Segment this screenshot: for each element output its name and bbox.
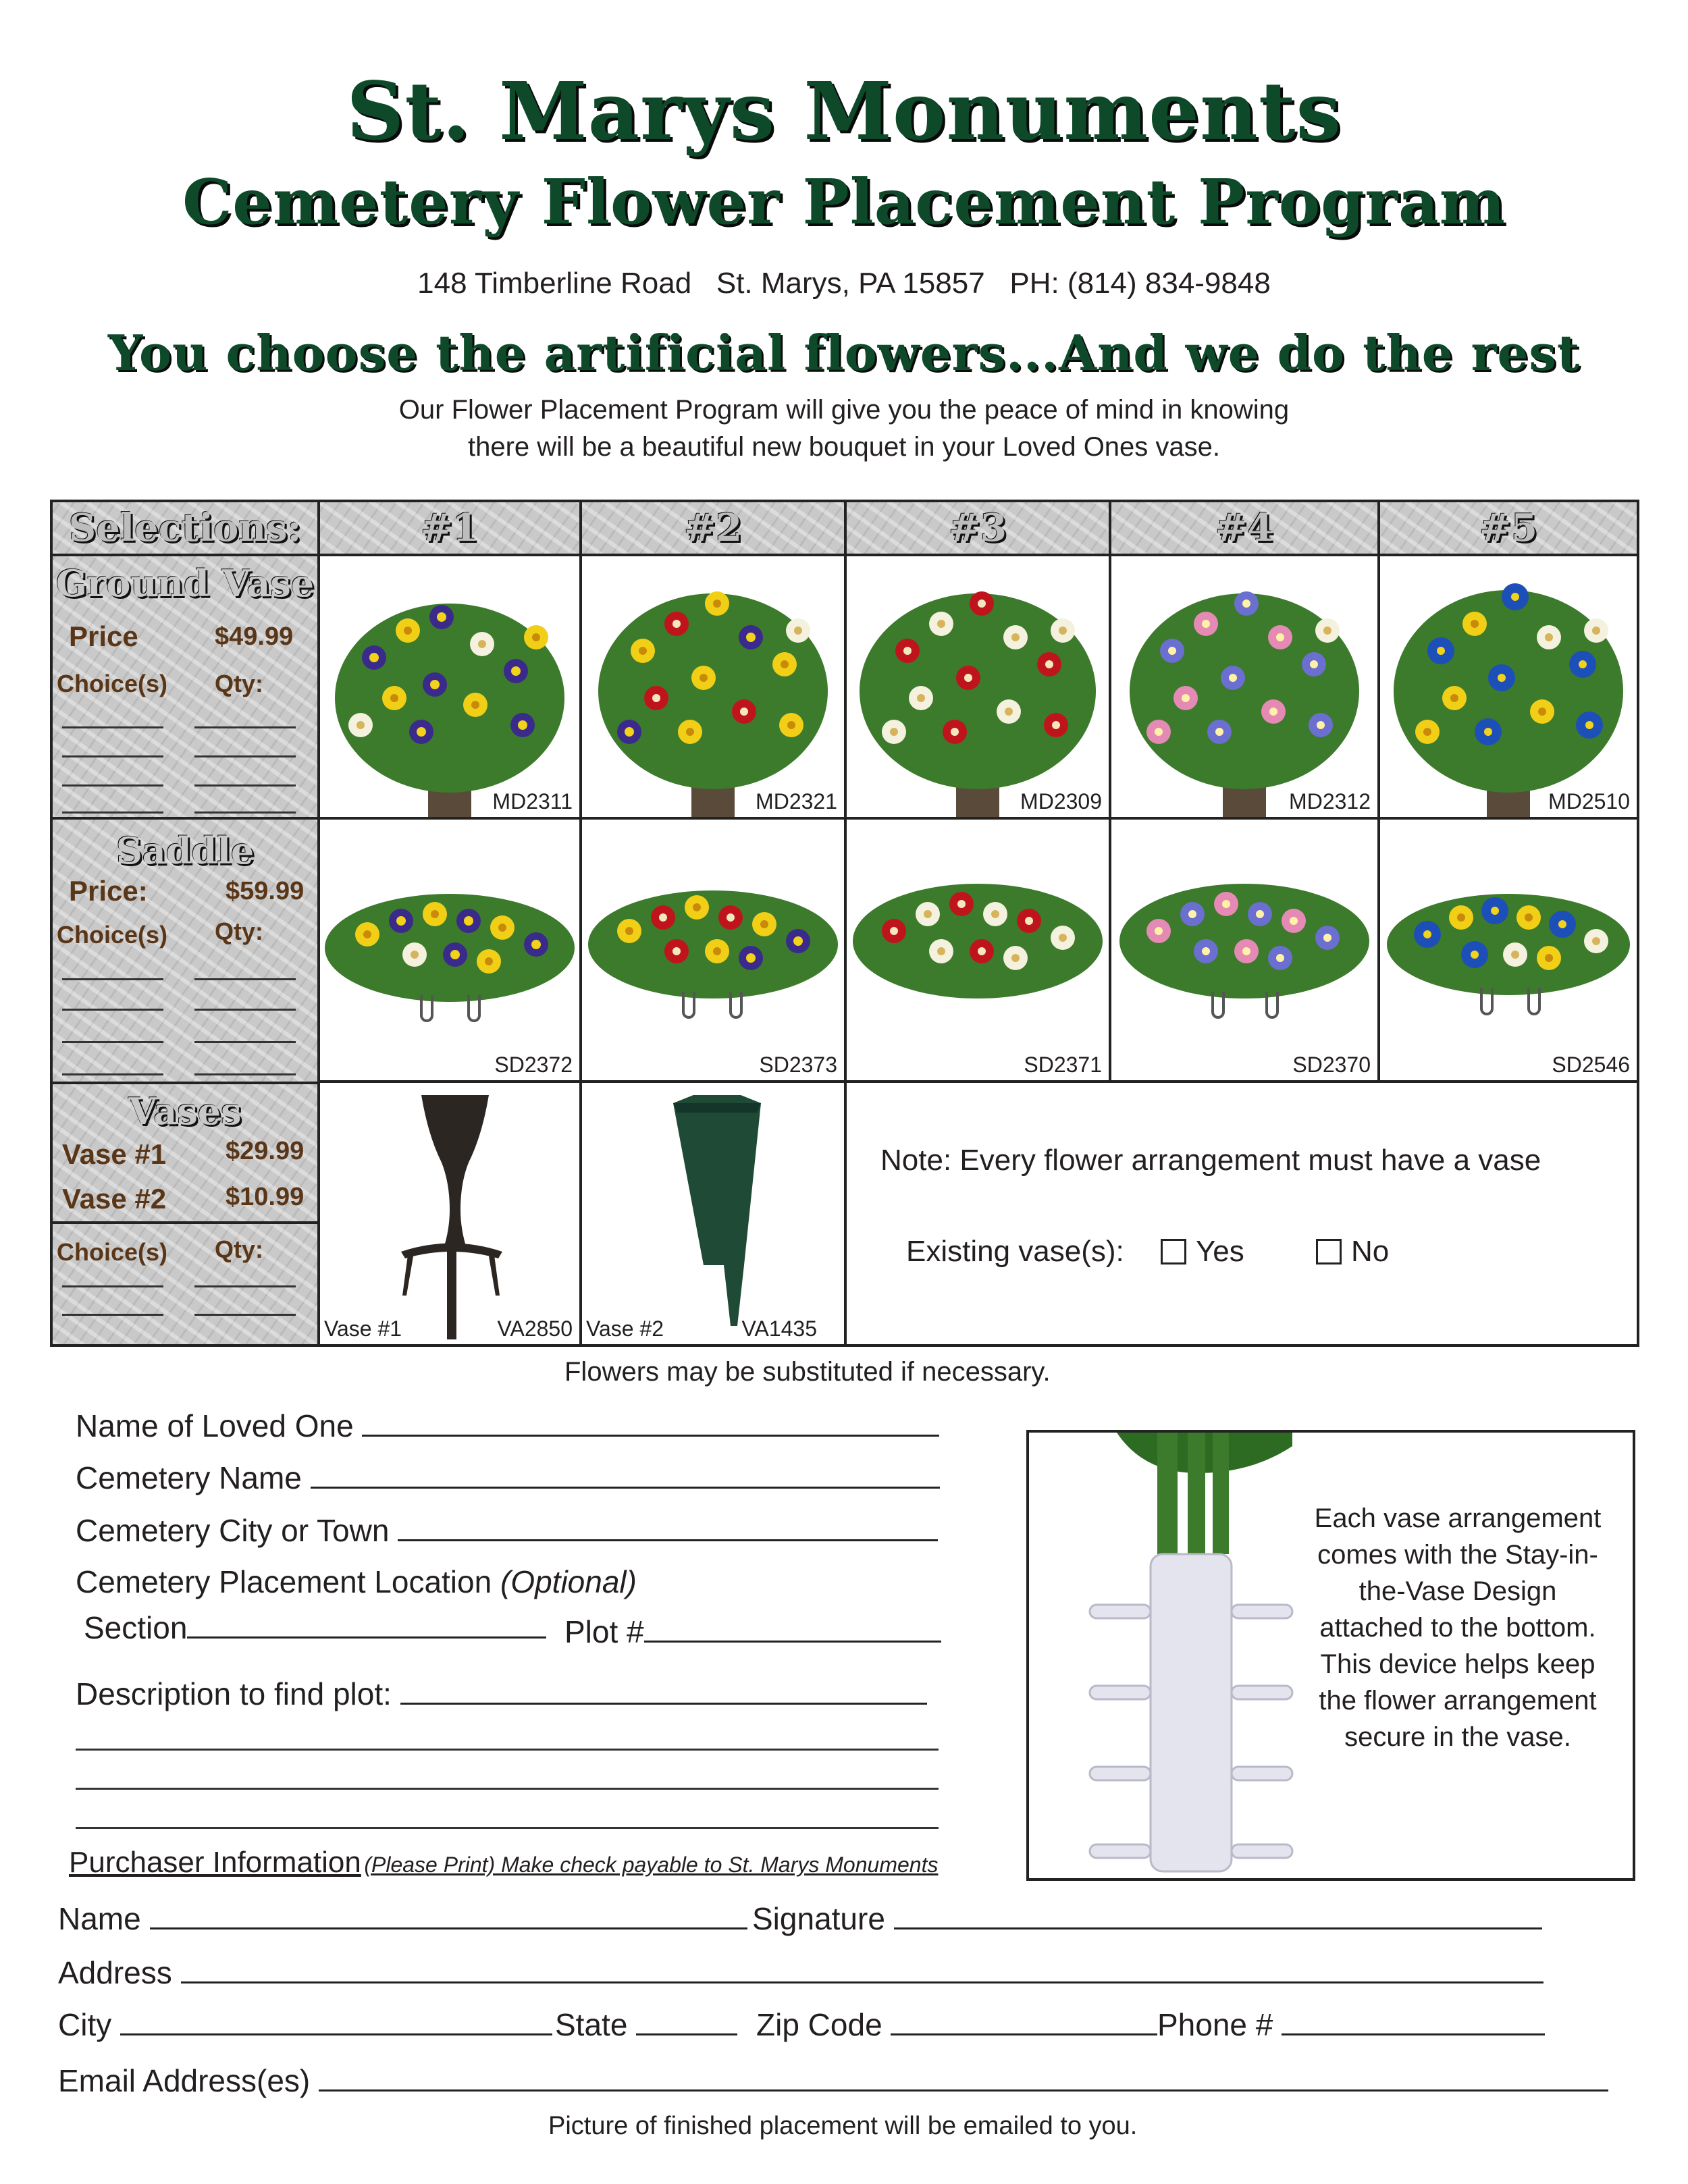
intro-line-1: Our Flower Placement Program will give you the peace of mind in knowing (398, 395, 1290, 425)
ground-vase-option-3[interactable] (847, 556, 1111, 820)
ground-vase-price: $49.99 (215, 622, 294, 651)
state-field[interactable] (555, 2006, 737, 2043)
plot-line[interactable] (644, 1614, 941, 1643)
ground-vase-code-1: MD2311 (492, 789, 573, 814)
saddle-bouquet-4-image (1111, 820, 1377, 1080)
phone-line[interactable] (1282, 2006, 1545, 2035)
saddle-bouquet-1-image (320, 820, 579, 1080)
left-label-column (53, 556, 320, 1344)
selection-table (50, 500, 1639, 1347)
purchaser-name-label: Name (58, 1901, 141, 1936)
purchaser-heading: Purchaser Information (69, 1846, 361, 1879)
saddle-option-2[interactable] (582, 820, 847, 1083)
ground-vase-bouquet-3-image (847, 556, 1109, 817)
placement-location-label: Cemetery Placement Location (76, 1564, 492, 1599)
loved-one-field[interactable] (76, 1408, 939, 1444)
column-5-header: #5 (1479, 506, 1537, 550)
vase-option-1[interactable] (320, 1083, 582, 1344)
ground-vase-code-2: MD2321 (756, 789, 837, 814)
stay-in-vase-box (1026, 1430, 1635, 1881)
saddle-code-2: SD2373 (759, 1053, 837, 1077)
purchaser-name-field[interactable] (58, 1900, 747, 1937)
state-line[interactable] (636, 2006, 737, 2035)
company-title: St. Marys Monuments (346, 64, 1342, 158)
saddle-bouquet-2-image (582, 820, 844, 1080)
email-line[interactable] (319, 2062, 1608, 2092)
vase-1-code: VA2850 (497, 1316, 573, 1341)
purchaser-name-line[interactable] (150, 1900, 747, 1929)
saddle-price: $59.99 (226, 877, 305, 905)
ground-vase-option-1[interactable] (320, 556, 582, 820)
ground-vase-code-5: MD2510 (1548, 789, 1630, 814)
state-label: State (555, 2007, 628, 2042)
existing-yes-option[interactable] (1161, 1235, 1244, 1269)
address-label: Address (58, 1955, 172, 1990)
ground-vase-code-4: MD2312 (1289, 789, 1371, 814)
ground-vase-bouquet-2-image (582, 556, 844, 817)
vase1-label: Vase #1 (62, 1138, 167, 1170)
loved-one-label: Name of Loved One (76, 1408, 354, 1443)
ground-vase-bouquet-1-image (320, 556, 579, 817)
saddle-title: Saddle (115, 829, 255, 872)
vases-qty-label: Qty: (215, 1235, 263, 1263)
selections-label: Selections: (53, 502, 320, 554)
address-field[interactable] (58, 1954, 1544, 1991)
saddle-option-3[interactable] (847, 820, 1111, 1083)
vases-title: Vases (128, 1090, 242, 1133)
saddle-bouquet-5-image (1380, 820, 1637, 1080)
saddle-code-4: SD2370 (1292, 1053, 1371, 1077)
city-label: City (58, 2007, 112, 2042)
cemetery-city-label: Cemetery City or Town (76, 1513, 390, 1548)
vase2-price: $10.99 (226, 1183, 305, 1211)
address-line[interactable] (181, 1954, 1544, 1983)
no-checkbox[interactable] (1316, 1239, 1342, 1264)
cemetery-name-line[interactable] (311, 1460, 940, 1489)
stay-in-vase-device-image (1063, 1433, 1306, 1878)
saddle-choice-label: Choice(s) (57, 921, 168, 949)
vase-1-image (320, 1083, 579, 1344)
city-line[interactable] (120, 2006, 552, 2035)
ground-vase-option-2[interactable] (582, 556, 847, 820)
vase-note-panel (847, 1083, 1637, 1344)
column-1-header: #1 (320, 502, 582, 554)
purchaser-note: (Please Print) Make check payable to St. Marys Monuments (364, 1853, 939, 1877)
no-label: No (1351, 1235, 1390, 1268)
vase-2-image (582, 1083, 844, 1344)
vase1-price: $29.99 (226, 1137, 305, 1165)
vase-2-code: VA1435 (741, 1316, 817, 1341)
optional-label: (Optional) (500, 1564, 637, 1599)
ground-vase-code-3: MD2309 (1020, 789, 1102, 814)
ground-vase-option-5[interactable] (1380, 556, 1637, 820)
vase-1-name: Vase #1 (324, 1316, 402, 1341)
footer-note: Picture of finished placement will be emailed to you. (548, 2112, 1138, 2140)
ground-vase-price-label: Price (69, 620, 138, 652)
vases-choice-label: Choice(s) (57, 1238, 168, 1266)
saddle-price-label: Price: (69, 875, 148, 907)
column-3-header: #3 (847, 502, 1111, 554)
ground-vase-option-4[interactable] (1111, 556, 1380, 820)
existing-no-option[interactable] (1316, 1235, 1389, 1269)
section-line[interactable] (187, 1609, 546, 1639)
saddle-option-4[interactable] (1111, 820, 1380, 1083)
description-line-3[interactable] (76, 1788, 939, 1790)
description-field[interactable] (76, 1676, 927, 1712)
saddle-option-1[interactable] (320, 820, 582, 1083)
ground-vase-bouquet-4-image (1111, 556, 1377, 817)
vase-2-name: Vase #2 (586, 1316, 664, 1341)
existing-vase-label: Existing vase(s): (906, 1235, 1124, 1268)
ground-vase-title: Ground Vase (55, 562, 315, 605)
yes-checkbox[interactable] (1161, 1239, 1186, 1264)
stay-in-vase-text: Each vase arrangement comes with the Stay-in-the-Vase Design attached to the bottom. This device helps keep the flower arrangement secure in the vase. (1314, 1503, 1602, 1752)
zip-label: Zip Code (756, 2007, 882, 2042)
ground-vase-bouquet-5-image (1380, 556, 1637, 817)
signature-line[interactable] (894, 1900, 1542, 1929)
zip-line[interactable] (891, 2006, 1157, 2035)
vase-option-2[interactable] (582, 1083, 847, 1344)
saddle-code-1: SD2372 (494, 1053, 573, 1077)
email-field[interactable] (58, 2062, 1608, 2099)
program-title: Cemetery Flower Placement Program (182, 165, 1506, 238)
ground-vase-choice-label: Choice(s) (57, 670, 168, 697)
substitute-note: Flowers may be substituted if necessary. (564, 1357, 1051, 1387)
description-line-4[interactable] (76, 1827, 939, 1829)
description-line-1[interactable] (400, 1676, 927, 1705)
plot-field[interactable] (564, 1614, 941, 1650)
plot-label: Plot # (564, 1614, 644, 1649)
column-4-header: #4 (1111, 502, 1380, 554)
signature-label: Signature (752, 1901, 885, 1936)
phone-field[interactable] (1157, 2006, 1545, 2043)
table-header-row (53, 502, 1637, 556)
ground-vase-qty-label: Qty: (215, 670, 263, 697)
section-label: Section (84, 1610, 188, 1645)
vase2-label: Vase #2 (62, 1183, 167, 1215)
email-label: Email Address(es) (58, 2063, 311, 2098)
cemetery-name-label: Cemetery Name (76, 1460, 302, 1495)
description-line-2[interactable] (76, 1749, 939, 1751)
saddle-bouquet-3-image (847, 820, 1109, 1080)
yes-label: Yes (1196, 1235, 1244, 1268)
description-label: Description to find plot: (76, 1676, 392, 1711)
saddle-code-5: SD2546 (1552, 1053, 1630, 1077)
column-2-header: #2 (582, 502, 847, 554)
vase-note: Note: Every flower arrangement must have a vase (880, 1144, 1541, 1177)
intro-line-2: there will be a beautiful new bouquet in your Loved Ones vase. (467, 432, 1221, 462)
saddle-qty-label: Qty: (215, 917, 263, 945)
zip-field[interactable] (756, 2006, 1157, 2043)
city-field[interactable] (58, 2006, 552, 2043)
cemetery-city-field[interactable] (76, 1512, 938, 1549)
company-address: 148 Timberline Road St. Marys, PA 15857 PH: (814) 834-9848 (417, 267, 1271, 300)
placement-location-label-row (76, 1564, 637, 1600)
loved-one-line[interactable] (362, 1408, 939, 1437)
phone-label: Phone # (1157, 2007, 1273, 2042)
tagline: You choose the artificial flowers...And we do the rest (107, 324, 1581, 381)
signature-field[interactable] (752, 1900, 1542, 1937)
cemetery-city-line[interactable] (398, 1512, 938, 1541)
purchaser-heading-row (69, 1846, 938, 1880)
saddle-option-5[interactable] (1380, 820, 1637, 1083)
cemetery-name-field[interactable] (76, 1460, 940, 1496)
section-field[interactable] (84, 1609, 546, 1646)
saddle-code-3: SD2371 (1024, 1053, 1102, 1077)
